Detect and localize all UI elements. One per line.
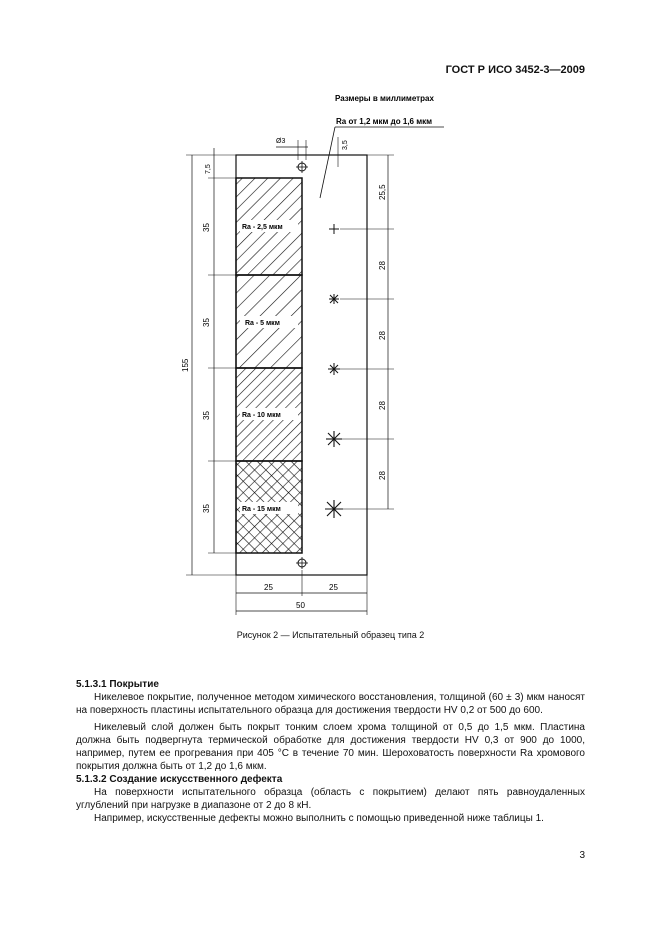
dim-28-label-3: 28 xyxy=(378,401,387,410)
dim-35-label-1: 35 xyxy=(202,223,211,232)
paragraph: Например, искусственные дефекты можно выполнить с помощью приведенной ниже таблицы 1. xyxy=(94,813,544,824)
dim-50-label: 50 xyxy=(296,601,305,610)
defect-marker-4-icon xyxy=(326,431,342,447)
dim-28-label-1: 28 xyxy=(378,261,387,270)
document-header: ГОСТ Р ИСО 3452-3—2009 xyxy=(445,64,585,76)
hole-diameter-label: Ø3 xyxy=(276,138,286,145)
defect-marker-2-icon xyxy=(329,294,339,304)
zone-3-label: Ra - 10 мкм xyxy=(242,412,281,419)
bottom-hole-icon xyxy=(296,557,308,569)
body-text xyxy=(76,678,585,825)
top-hole-icon xyxy=(296,161,308,173)
dim-35-label-2: 35 xyxy=(202,318,211,327)
units-note: Размеры в миллиметрах xyxy=(335,94,434,103)
figure-caption: Рисунок 2 — Испытательный образец типа 2 xyxy=(236,630,425,640)
roughness-top-label: Ra от 1,2 мкм до 1,6 мкм xyxy=(336,117,433,126)
dim-155-label: 155 xyxy=(181,358,190,372)
paragraph: На поверхности испытательного образца (область с покрытием) делают пять равноудаленных углублений при нагрузке в диапазоне от 2 до 8 кН. xyxy=(76,787,585,811)
dim-28-label-2: 28 xyxy=(378,331,387,340)
zone-4-label: Ra - 15 мкм xyxy=(242,506,281,513)
zone-1-label: Ra - 2,5 мкм xyxy=(242,224,283,231)
dim-25-left-label: 25 xyxy=(264,583,273,592)
section-heading: 5.1.3.2 Создание искусственного дефекта xyxy=(76,774,283,785)
dim-3-5-label: 3,5 xyxy=(342,140,349,150)
zone-2-label: Ra - 5 мкм xyxy=(245,320,280,327)
paragraph: Никелевый слой должен быть покрыт тонким слоем хрома толщиной от 0,5 до 1,5 мкм. Пластина должна быть подвергнута термической обработке для достижения твердости HV 0,3 от 900 до 1000, например, путем ее прогревания при 405 °С в течение 70 мин. Шероховатость поверхности Ra хромового покрытия должна быть от 1,2 до 1,6 мкм. xyxy=(76,722,585,772)
paragraph: Никелевое покрытие, полученное методом химического восстановления, толщиной (60 ± 3) мкм наносят на поверхность пластины испытательного образца для достижения твердости HV 0,2 от 500 до 600. xyxy=(76,692,585,716)
dim-28-label-4: 28 xyxy=(378,471,387,480)
section-heading: 5.1.3.1 Покрытие xyxy=(76,679,159,690)
defect-marker-3-icon xyxy=(328,363,340,375)
page-number: 3 xyxy=(579,850,585,861)
leader-line xyxy=(320,127,335,198)
defect-marker-1-icon xyxy=(329,224,339,234)
dim-25-5-label: 25,5 xyxy=(378,184,387,200)
dim-25-right-label: 25 xyxy=(329,583,338,592)
dim-35-label-4: 35 xyxy=(202,504,211,513)
dim-7-5-label: 7,5 xyxy=(205,164,212,174)
dim-35-label-3: 35 xyxy=(202,411,211,420)
